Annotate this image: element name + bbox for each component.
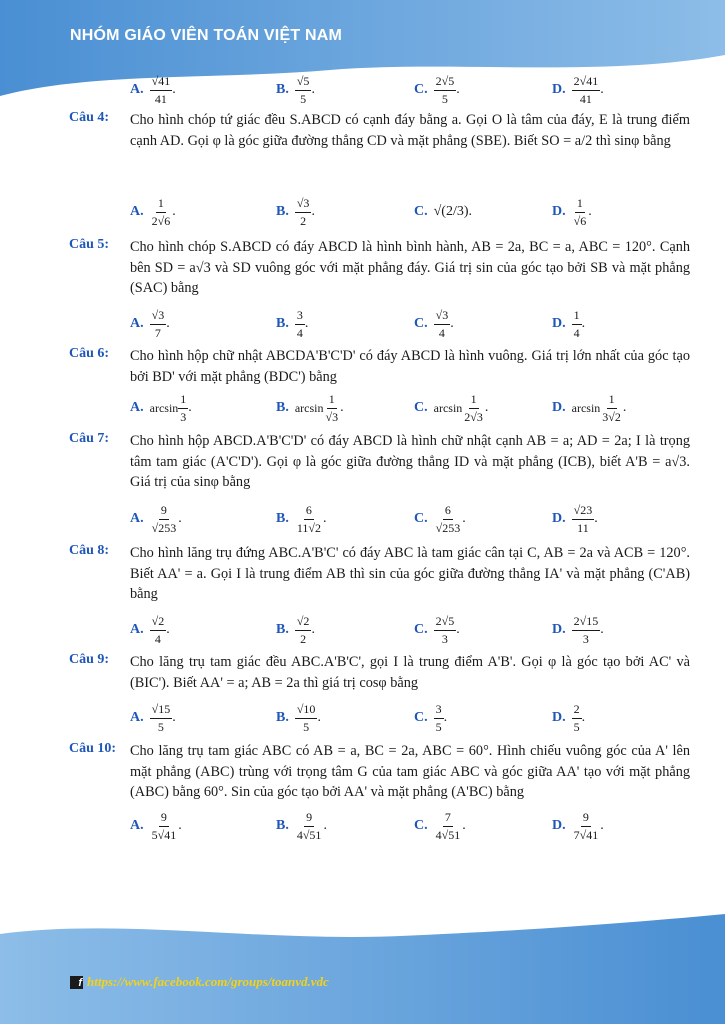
fraction xyxy=(434,702,444,735)
question-label: Câu 8: xyxy=(69,543,110,558)
question-text: Cho lăng trụ tam giác đều ABC.A'B'C', gọi I là trung điểm A'B'. Gọi φ là góc tạo bởi AC' và (BIC'). Biết AA' = a; AB = 2a thì giá trị cosφ bằng xyxy=(130,654,690,691)
option-a: A. $\frac{√2}{4}$ . xyxy=(130,613,170,646)
denominator: √6 xyxy=(573,213,587,228)
denominator: 5 xyxy=(435,719,442,734)
option-d: D. $\frac{2}{5}$ . xyxy=(552,701,586,734)
numerator: √23 xyxy=(572,503,595,520)
option-letter: A. xyxy=(130,622,144,637)
footer-wave-band xyxy=(0,914,725,1024)
denominator: 3 xyxy=(441,631,448,646)
option-b: B. $\frac{√10}{5}$ . xyxy=(276,701,321,734)
option-b: B. arcsin $\frac{1}{√3}$ . xyxy=(276,391,344,424)
fraction xyxy=(295,614,312,647)
denominator: 4 xyxy=(154,631,161,646)
option-letter: A. xyxy=(130,316,144,331)
question-text: Cho hình chóp tứ giác đều S.ABCD có cạnh đáy bằng a. Gọi O là tâm của đáy, E là trung điểm cạnh AD. Gọi φ là góc giữa đường thẳng CD và mặt phẳng (SBE). Biết SO = a/2 thì sinφ bằng xyxy=(130,112,690,149)
question-label: Câu 10: xyxy=(69,741,117,756)
option-letter: A. xyxy=(130,710,144,725)
question-10-options xyxy=(0,804,725,848)
option-d: D. $\frac{9}{7√41}$ . xyxy=(552,809,604,842)
fraction xyxy=(572,308,582,341)
question-text: Cho hình chóp S.ABCD có đáy ABCD là hình bình hành, AB = 2a, BC = a, ABC = 120°. Cạnh bên SD = a√3 và SD vuông góc với mặt phẳng đáy. Giá trị sin của góc tạo bởi SB và mặt phẳng (SAC) bằng xyxy=(130,239,690,296)
option-letter: C. xyxy=(414,818,428,833)
option-a: A. $\frac{1}{2√6}$ . xyxy=(130,195,176,228)
denominator: 5 xyxy=(573,719,580,734)
q3-options xyxy=(0,68,725,112)
denominator: √253 xyxy=(151,520,177,535)
question-label: Câu 7: xyxy=(69,431,110,446)
numerator: 1 xyxy=(607,392,617,409)
denominator: √3 xyxy=(325,409,339,424)
option-c: C. $\frac{√3}{4}$ . xyxy=(414,307,454,340)
option-d: D. $\frac{1}{√6}$ . xyxy=(552,195,592,228)
fraction xyxy=(462,392,485,425)
option-c: C. arcsin $\frac{1}{2√3}$ . xyxy=(414,391,489,424)
option-d: D. arcsin $\frac{1}{3√2}$ . xyxy=(552,391,627,424)
fraction xyxy=(572,810,601,843)
option-letter: A. xyxy=(130,204,144,219)
denominator: 5 xyxy=(303,719,310,734)
option-letter: B. xyxy=(276,710,289,725)
option-letter: C. xyxy=(414,622,428,637)
arcsin-prefix: arcsin xyxy=(149,400,179,415)
option-c: C. $\frac{7}{4√51}$ . xyxy=(414,809,466,842)
fraction xyxy=(178,392,188,425)
denominator: 3 xyxy=(180,409,187,424)
option-a: A. $\frac{9}{5√41}$ . xyxy=(130,809,182,842)
option-letter: D. xyxy=(552,316,566,331)
option-letter: A. xyxy=(130,511,144,526)
option-b: B. $\frac{9}{4√51}$ . xyxy=(276,809,327,842)
numerator: 7 xyxy=(443,810,453,827)
question-text: Cho hình lăng trụ đứng ABC.A'B'C' có đáy ABC là tam giác cân tại C, AB = 2a và ACB = 120°. Biết AA' = a. Gọi I là trung điểm AB thì sin của góc giữa đường thẳng IA' và mặt phẳng (C'AB) bằng xyxy=(130,545,690,602)
option-d: D. $\frac{2√41}{41}$ . xyxy=(552,73,604,106)
fraction xyxy=(295,503,323,536)
numerator: 6 xyxy=(443,503,453,520)
option-letter: D. xyxy=(552,204,566,219)
fraction xyxy=(434,503,463,536)
numerator: 1 xyxy=(156,196,166,213)
numerator: 6 xyxy=(304,503,314,520)
fraction xyxy=(295,810,324,843)
fraction xyxy=(600,392,623,425)
option-b: B. $\frac{6}{11√2}$ . xyxy=(276,502,327,535)
question-7-options xyxy=(0,497,725,541)
fraction xyxy=(150,702,173,735)
numerator: 2√5 xyxy=(434,614,457,631)
numerator: 9 xyxy=(304,810,314,827)
denominator: 3 xyxy=(582,631,589,646)
numerator: 9 xyxy=(159,810,169,827)
denominator: 4 xyxy=(438,325,445,340)
option-value: √(2/3) xyxy=(433,204,469,219)
option-d: D. $\frac{1}{4}$ . xyxy=(552,307,586,340)
numerator: 1 xyxy=(572,308,582,325)
numerator: √3 xyxy=(150,308,167,325)
question-label: Câu 6: xyxy=(69,346,110,361)
denominator: 7 xyxy=(154,325,161,340)
question-label: Câu 5: xyxy=(69,237,110,252)
option-letter: B. xyxy=(276,204,289,219)
fraction xyxy=(150,308,167,341)
denominator: 3√2 xyxy=(602,409,621,424)
option-d: D. $\frac{2√15}{3}$ . xyxy=(552,613,604,646)
numerator: 9 xyxy=(581,810,591,827)
fraction xyxy=(295,308,305,341)
facebook-group-url: https://www.facebook.com/groups/toanvd.vdc xyxy=(87,974,329,989)
option-letter: D. xyxy=(552,622,566,637)
option-letter: A. xyxy=(130,818,144,833)
denominator: 2√6 xyxy=(151,213,171,228)
fraction xyxy=(150,503,179,536)
option-letter: B. xyxy=(276,511,289,526)
option-c: C. $\frac{3}{5}$ . xyxy=(414,701,448,734)
option-letter: C. xyxy=(414,511,428,526)
option-b: B. $\frac{3}{4}$ . xyxy=(276,307,309,340)
option-c: C. $\frac{2√5}{5}$ . xyxy=(414,73,460,106)
option-a: A. $\frac{√15}{5}$ . xyxy=(130,701,176,734)
option-letter: C. xyxy=(414,316,428,331)
option-a: A. $\frac{9}{√253}$ . xyxy=(130,502,182,535)
denominator: 4 xyxy=(573,325,580,340)
numerator: √15 xyxy=(150,702,173,719)
option-letter: C. xyxy=(414,710,428,725)
numerator: √3 xyxy=(434,308,451,325)
fraction xyxy=(572,614,601,647)
numerator: √10 xyxy=(295,702,318,719)
arcsin-prefix: arcsin xyxy=(571,400,601,415)
fraction: $\frac{2√41}{41}$ xyxy=(573,73,599,106)
arcsin-prefix: arcsin xyxy=(433,400,463,415)
question-label: Câu 4: xyxy=(69,110,110,125)
question-text: Cho hình hộp chữ nhật ABCDA'B'C'D' có đáy ABCD là hình vuông. Giá trị lớn nhất của góc tạo bởi BD' với mặt phẳng (BDC') bằng xyxy=(130,348,690,385)
question-9-options xyxy=(0,696,725,740)
denominator: 4 xyxy=(296,325,303,340)
fraction: $\frac{2√5}{5}$ xyxy=(435,73,455,106)
denominator: 11√2 xyxy=(296,520,321,535)
option-letter: D. xyxy=(552,511,566,526)
denominator: 2 xyxy=(300,213,307,228)
option-letter: C. xyxy=(414,400,428,415)
option-a: A. arcsin $\frac{1}{3}$ . xyxy=(130,391,192,424)
numerator: 1 xyxy=(327,392,337,409)
arcsin-prefix: arcsin xyxy=(294,400,324,415)
numerator: 9 xyxy=(159,503,169,520)
denominator: √253 xyxy=(435,520,461,535)
option-letter: D. xyxy=(552,710,566,725)
question-text: Cho lăng trụ tam giác ABC có AB = a, BC = 2a, ABC = 60°. Hình chiếu vuông góc của A' lên mặt phẳng (ABC) trùng với trọng tâm G của tam giác ABC và góc giữa AA' tạo với mặt phẳng (ABC) bằng 60°. Sin của góc tạo bởi AA' và mặt phẳng (A'BC) bằng xyxy=(130,743,690,800)
numerator: √2 xyxy=(295,614,312,631)
denominator: 5√41 xyxy=(151,827,177,842)
numerator: 1 xyxy=(575,196,585,213)
fraction xyxy=(150,614,167,647)
denominator: 7√41 xyxy=(573,827,599,842)
facebook-group-link[interactable] xyxy=(70,974,329,990)
option-letter: D. xyxy=(552,818,566,833)
denominator: 4√51 xyxy=(296,827,322,842)
numerator: 2√15 xyxy=(572,614,601,631)
fraction xyxy=(150,810,179,843)
option-letter: C. xyxy=(414,204,428,219)
numerator: 2 xyxy=(572,702,582,719)
fraction xyxy=(572,196,589,229)
option-a: A. $\frac{√41}{41}$ . xyxy=(130,73,176,106)
option-letter: A. xyxy=(130,400,144,415)
numerator: 3 xyxy=(434,702,444,719)
question-4-options xyxy=(0,190,725,234)
facebook-icon: f xyxy=(70,976,83,989)
fraction xyxy=(434,614,457,647)
denominator: 11 xyxy=(577,520,589,535)
option-letter: B. xyxy=(276,818,289,833)
fraction: $\frac{√41}{41}$ xyxy=(151,73,171,106)
fraction xyxy=(572,503,595,536)
header-title: NHÓM GIÁO VIÊN TOÁN VIỆT NAM xyxy=(70,27,342,44)
question-6-options xyxy=(0,386,725,430)
fraction xyxy=(572,702,582,735)
numerator: √3 xyxy=(295,196,312,213)
fraction: $\frac{√5}{5}$ xyxy=(296,73,310,106)
question-8-options xyxy=(0,608,725,652)
option-letter: D. xyxy=(552,400,566,415)
fraction xyxy=(434,810,463,843)
numerator: 3 xyxy=(295,308,305,325)
question-5-options xyxy=(0,302,725,346)
option-c: C. $\frac{6}{√253}$ . xyxy=(414,502,466,535)
numerator: 1 xyxy=(178,392,188,409)
question-text: Cho hình hộp ABCD.A'B'C'D' có đáy ABCD là hình chữ nhật cạnh AB = a; AD = 2a; I là trọng tâm tam giác (A'C'D'). Gọi φ là góc giữa đường thẳng ID và mặt phẳng (ICB), biết A'B = a√3. Giá trị của sinφ bằng xyxy=(130,433,690,490)
option-c: C. $\frac{2√5}{3}$ . xyxy=(414,613,460,646)
option-letter: B. xyxy=(276,400,289,415)
option-letter: B. xyxy=(276,622,289,637)
fraction xyxy=(434,308,451,341)
option-d: D. $\frac{√23}{11}$ . xyxy=(552,502,598,535)
option-a: A. $\frac{√3}{7}$ . xyxy=(130,307,170,340)
denominator: 5 xyxy=(157,719,164,734)
option-b: B. $\frac{√3}{2}$ . xyxy=(276,195,315,228)
numerator: √2 xyxy=(150,614,167,631)
denominator: 2√3 xyxy=(464,409,483,424)
option-letter: B. xyxy=(276,316,289,331)
numerator: 1 xyxy=(469,392,479,409)
question-label: Câu 9: xyxy=(69,652,110,667)
fraction xyxy=(295,196,312,229)
option-b: B. $\frac{√5}{5}$ . xyxy=(276,73,315,106)
option-b: B. $\frac{√2}{2}$ . xyxy=(276,613,315,646)
denominator: 2 xyxy=(300,631,307,646)
denominator: 4√51 xyxy=(435,827,461,842)
fraction xyxy=(295,702,318,735)
fraction xyxy=(324,392,341,425)
option-c: C. √(2/3) . xyxy=(414,204,473,219)
fraction xyxy=(150,196,173,229)
